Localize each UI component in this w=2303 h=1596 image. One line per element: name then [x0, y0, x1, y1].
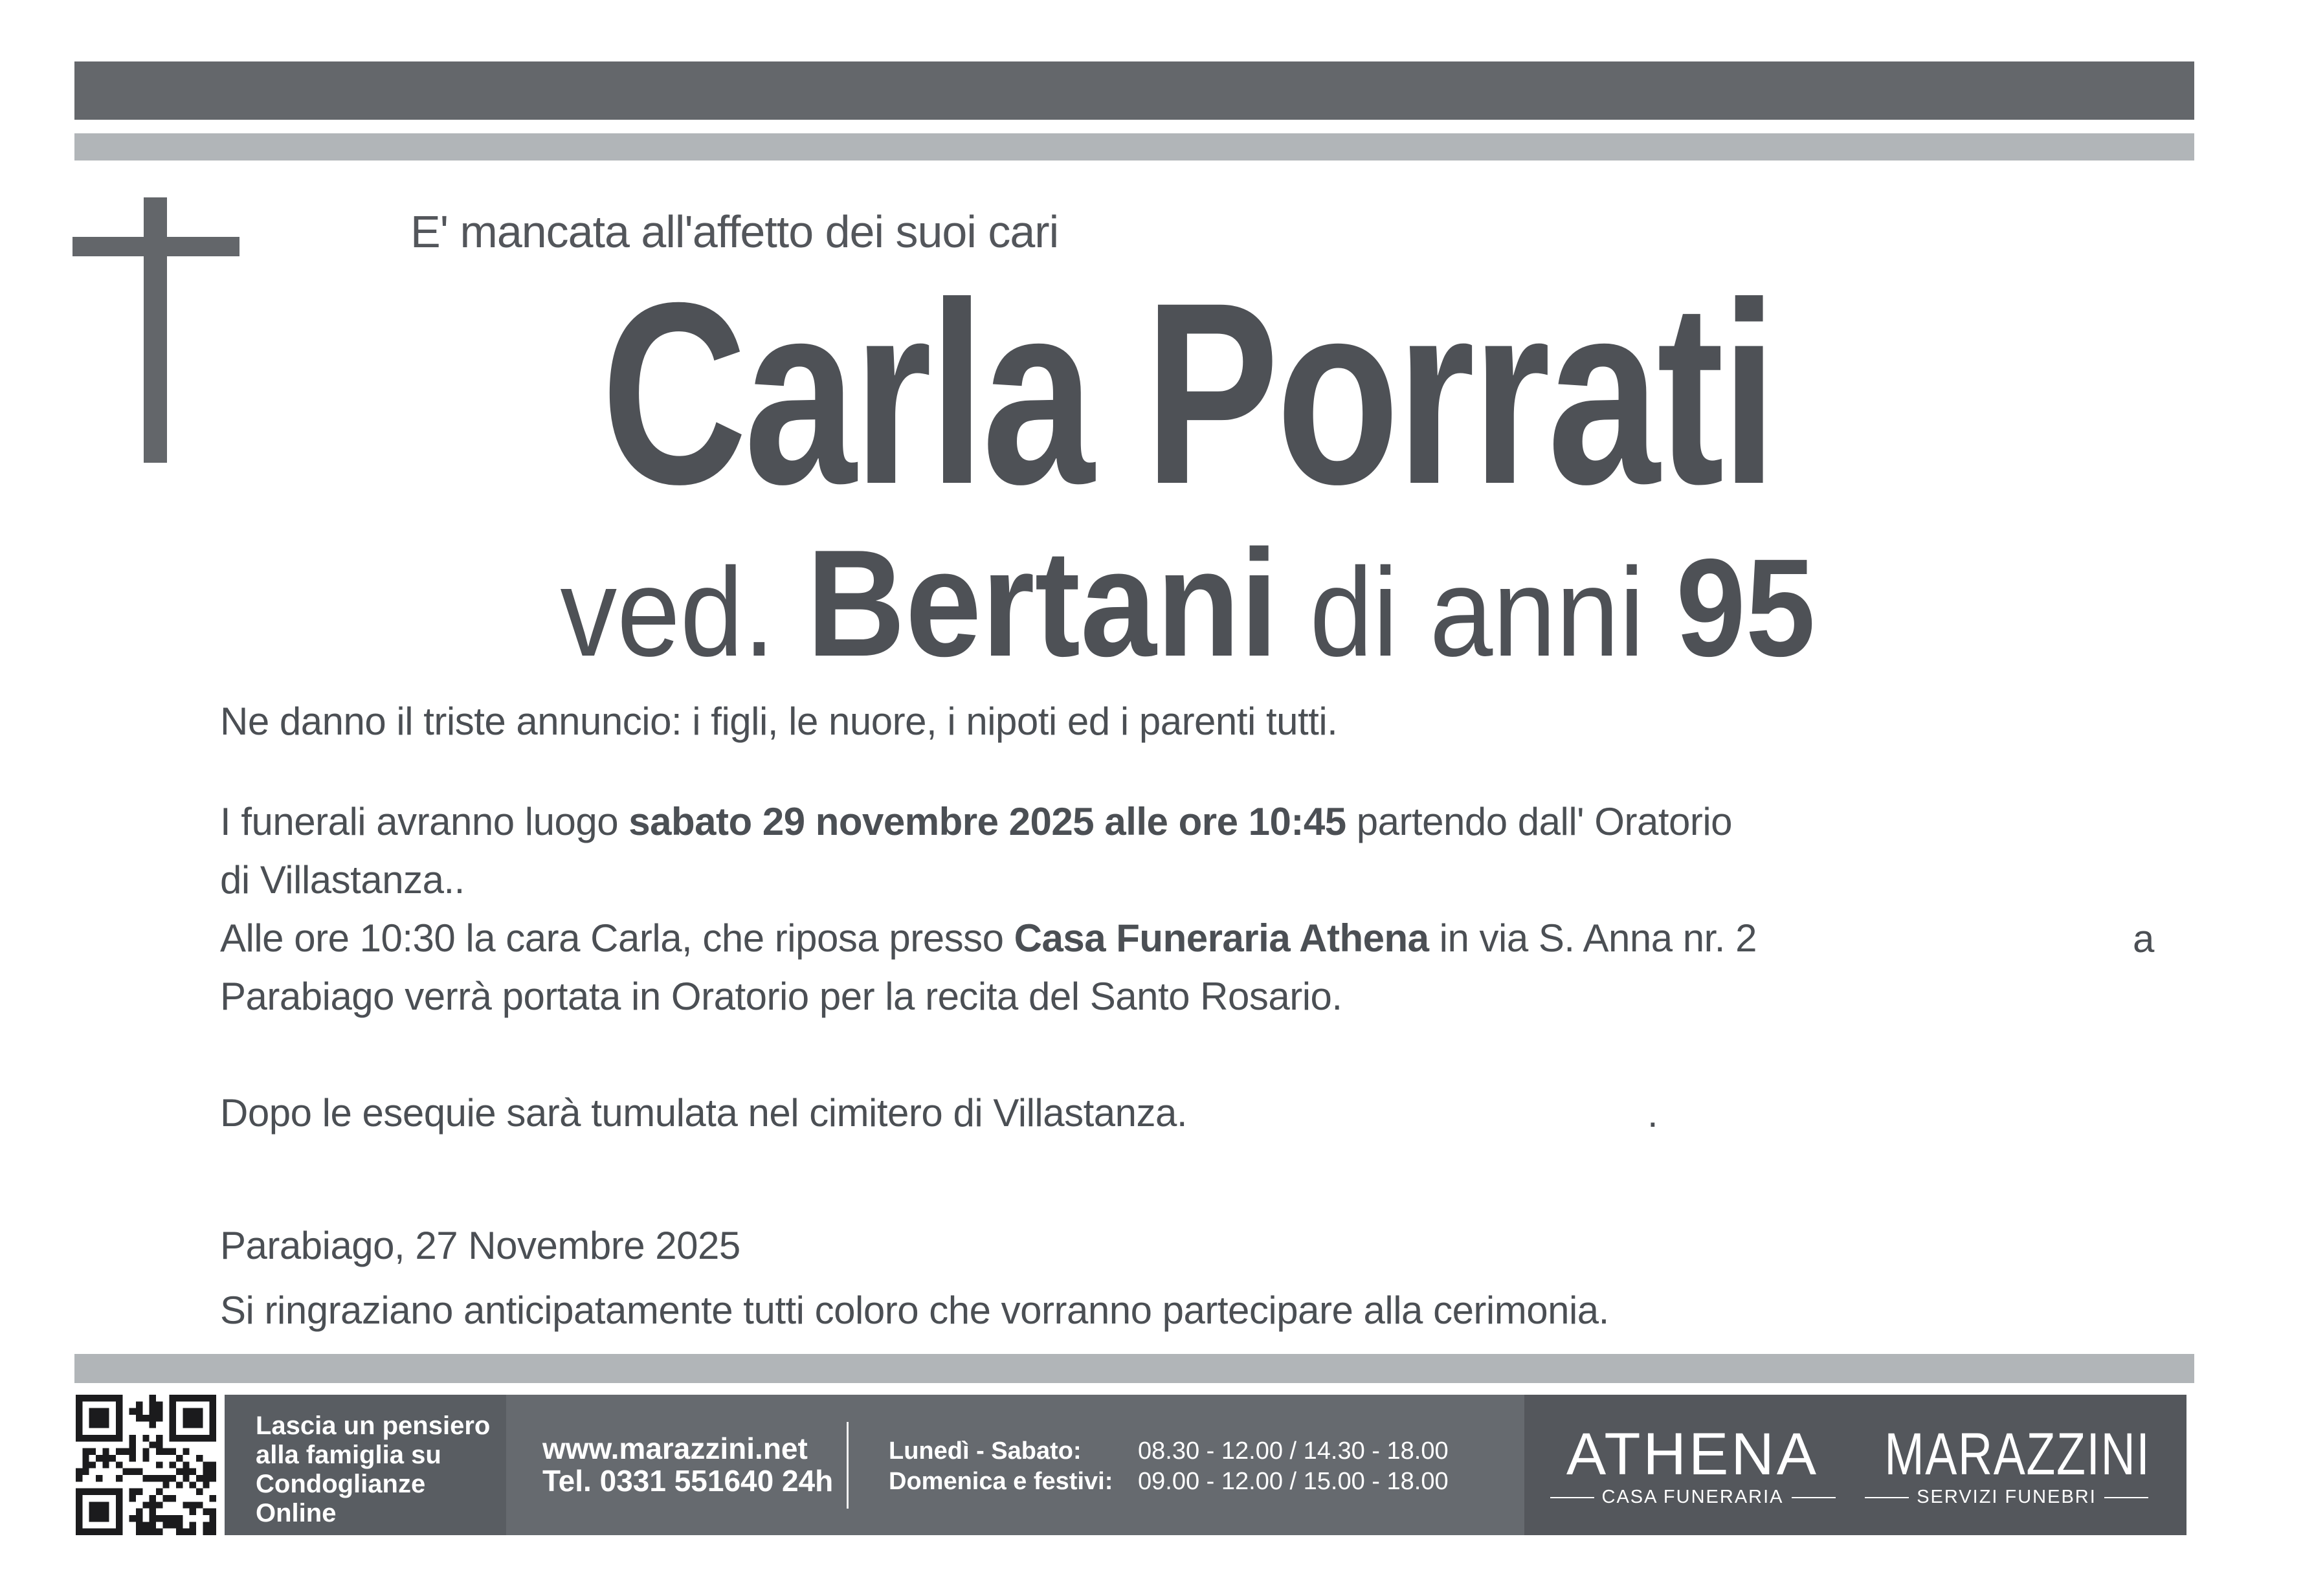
deceased-subtitle: [317, 518, 2059, 724]
funeral-line-1-end: partendo dall' Oratorio: [1346, 800, 1733, 843]
opening-hours-block: [889, 1436, 1449, 1497]
holiday-hours-label: Domenica e festivi:: [889, 1468, 1113, 1495]
age-value: 95: [1676, 529, 1816, 685]
condolence-text: [256, 1412, 490, 1528]
widow-prefix: ved.: [560, 542, 775, 683]
deceased-name-heading: [433, 249, 1942, 538]
condolence-line-4: Online: [256, 1499, 337, 1527]
burial-line: Dopo le esequie sarà tumulata nel cimitero di Villastanza.: [220, 1091, 1188, 1135]
rosary-line-2: Parabiago verrà portata in Oratorio per la recita del Santo Rosario.: [220, 975, 1342, 1018]
athena-logo-tagline-row: [1547, 1487, 1838, 1508]
athena-logo: [1547, 1421, 1838, 1508]
intro-line: E' mancata all'affetto dei suoi cari: [410, 206, 1059, 257]
footer-brands-panel: [1524, 1395, 2186, 1535]
tagline-dash-left: [1865, 1497, 1909, 1498]
married-surname: Bertani: [806, 518, 1278, 688]
tagline-dash-left: [1550, 1497, 1594, 1498]
rosary-line-1: [220, 916, 1757, 960]
rosary-line-1-start: Alle ore 10:30 la cara Carla, che riposa presso: [220, 916, 1014, 960]
marazzini-logo-tagline: SERVIZI FUNEBRI: [1917, 1487, 2097, 1507]
tagline-dash-right: [2104, 1497, 2148, 1498]
marazzini-logo: [1851, 1421, 2162, 1508]
top-accent-bar-dark: [74, 61, 2194, 120]
holiday-hours-row: [889, 1467, 1449, 1497]
rosary-line-1-trailing-word: a: [2133, 917, 2155, 960]
marazzini-logo-tagline-row: [1851, 1487, 2162, 1508]
funeral-home-name: Casa Funeraria Athena: [1014, 916, 1429, 960]
qr-code: [76, 1395, 216, 1535]
cross-icon-horizontal: [72, 237, 239, 256]
place-date-line: Parabiago, 27 Novembre 2025: [220, 1224, 740, 1267]
top-accent-bar-light: [74, 133, 2194, 161]
family-announcement-line: Ne danno il triste annuncio: i figli, le nuore, i nipoti ed i parenti tutti.: [220, 700, 1338, 743]
weekday-hours-label: Lunedì - Sabato:: [889, 1437, 1082, 1465]
footer-divider: [847, 1422, 849, 1509]
bottom-accent-bar: [74, 1354, 2194, 1383]
burial-line-trailing-dot: .: [1647, 1092, 1658, 1135]
thanks-line: Si ringraziano anticipatamente tutti coloro che vorranno partecipare alla cerimonia.: [220, 1289, 1609, 1332]
athena-logo-name: ATHENA: [1566, 1421, 1819, 1487]
athena-logo-tagline: CASA FUNERARIA: [1601, 1487, 1784, 1507]
holiday-hours-time: 09.00 - 12.00 / 15.00 - 18.00: [1138, 1468, 1449, 1495]
funeral-line-1-start: I funerali avranno luogo: [220, 800, 629, 843]
age-label: di anni: [1309, 542, 1645, 683]
website-text: www.marazzini.net: [542, 1432, 808, 1465]
funeral-line-2: di Villastanza..: [220, 858, 465, 902]
condolence-line-3: Condoglianze: [256, 1470, 426, 1498]
contact-block: [542, 1432, 833, 1497]
phone-text: Tel. 0331 551640 24h: [542, 1464, 834, 1498]
tagline-dash-right: [1792, 1497, 1836, 1498]
condolence-line-1: Lascia un pensiero: [256, 1412, 491, 1440]
weekday-hours-time: 08.30 - 12.00 / 14.30 - 18.00: [1138, 1437, 1449, 1465]
rosary-line-1-end: in via S. Anna nr. 2: [1429, 916, 1757, 960]
funeral-datetime: sabato 29 novembre 2025 alle ore 10:45: [629, 800, 1346, 843]
condolence-box: [225, 1395, 506, 1535]
footer-contact-panel: [506, 1395, 1524, 1535]
condolence-line-2: alla famiglia su: [256, 1441, 441, 1469]
deceased-name: Carla Porrati: [601, 249, 1774, 538]
weekday-hours-row: [889, 1436, 1449, 1467]
funeral-line-1: [220, 800, 1732, 844]
marazzini-logo-name: MARAZZINI: [1884, 1421, 2151, 1487]
